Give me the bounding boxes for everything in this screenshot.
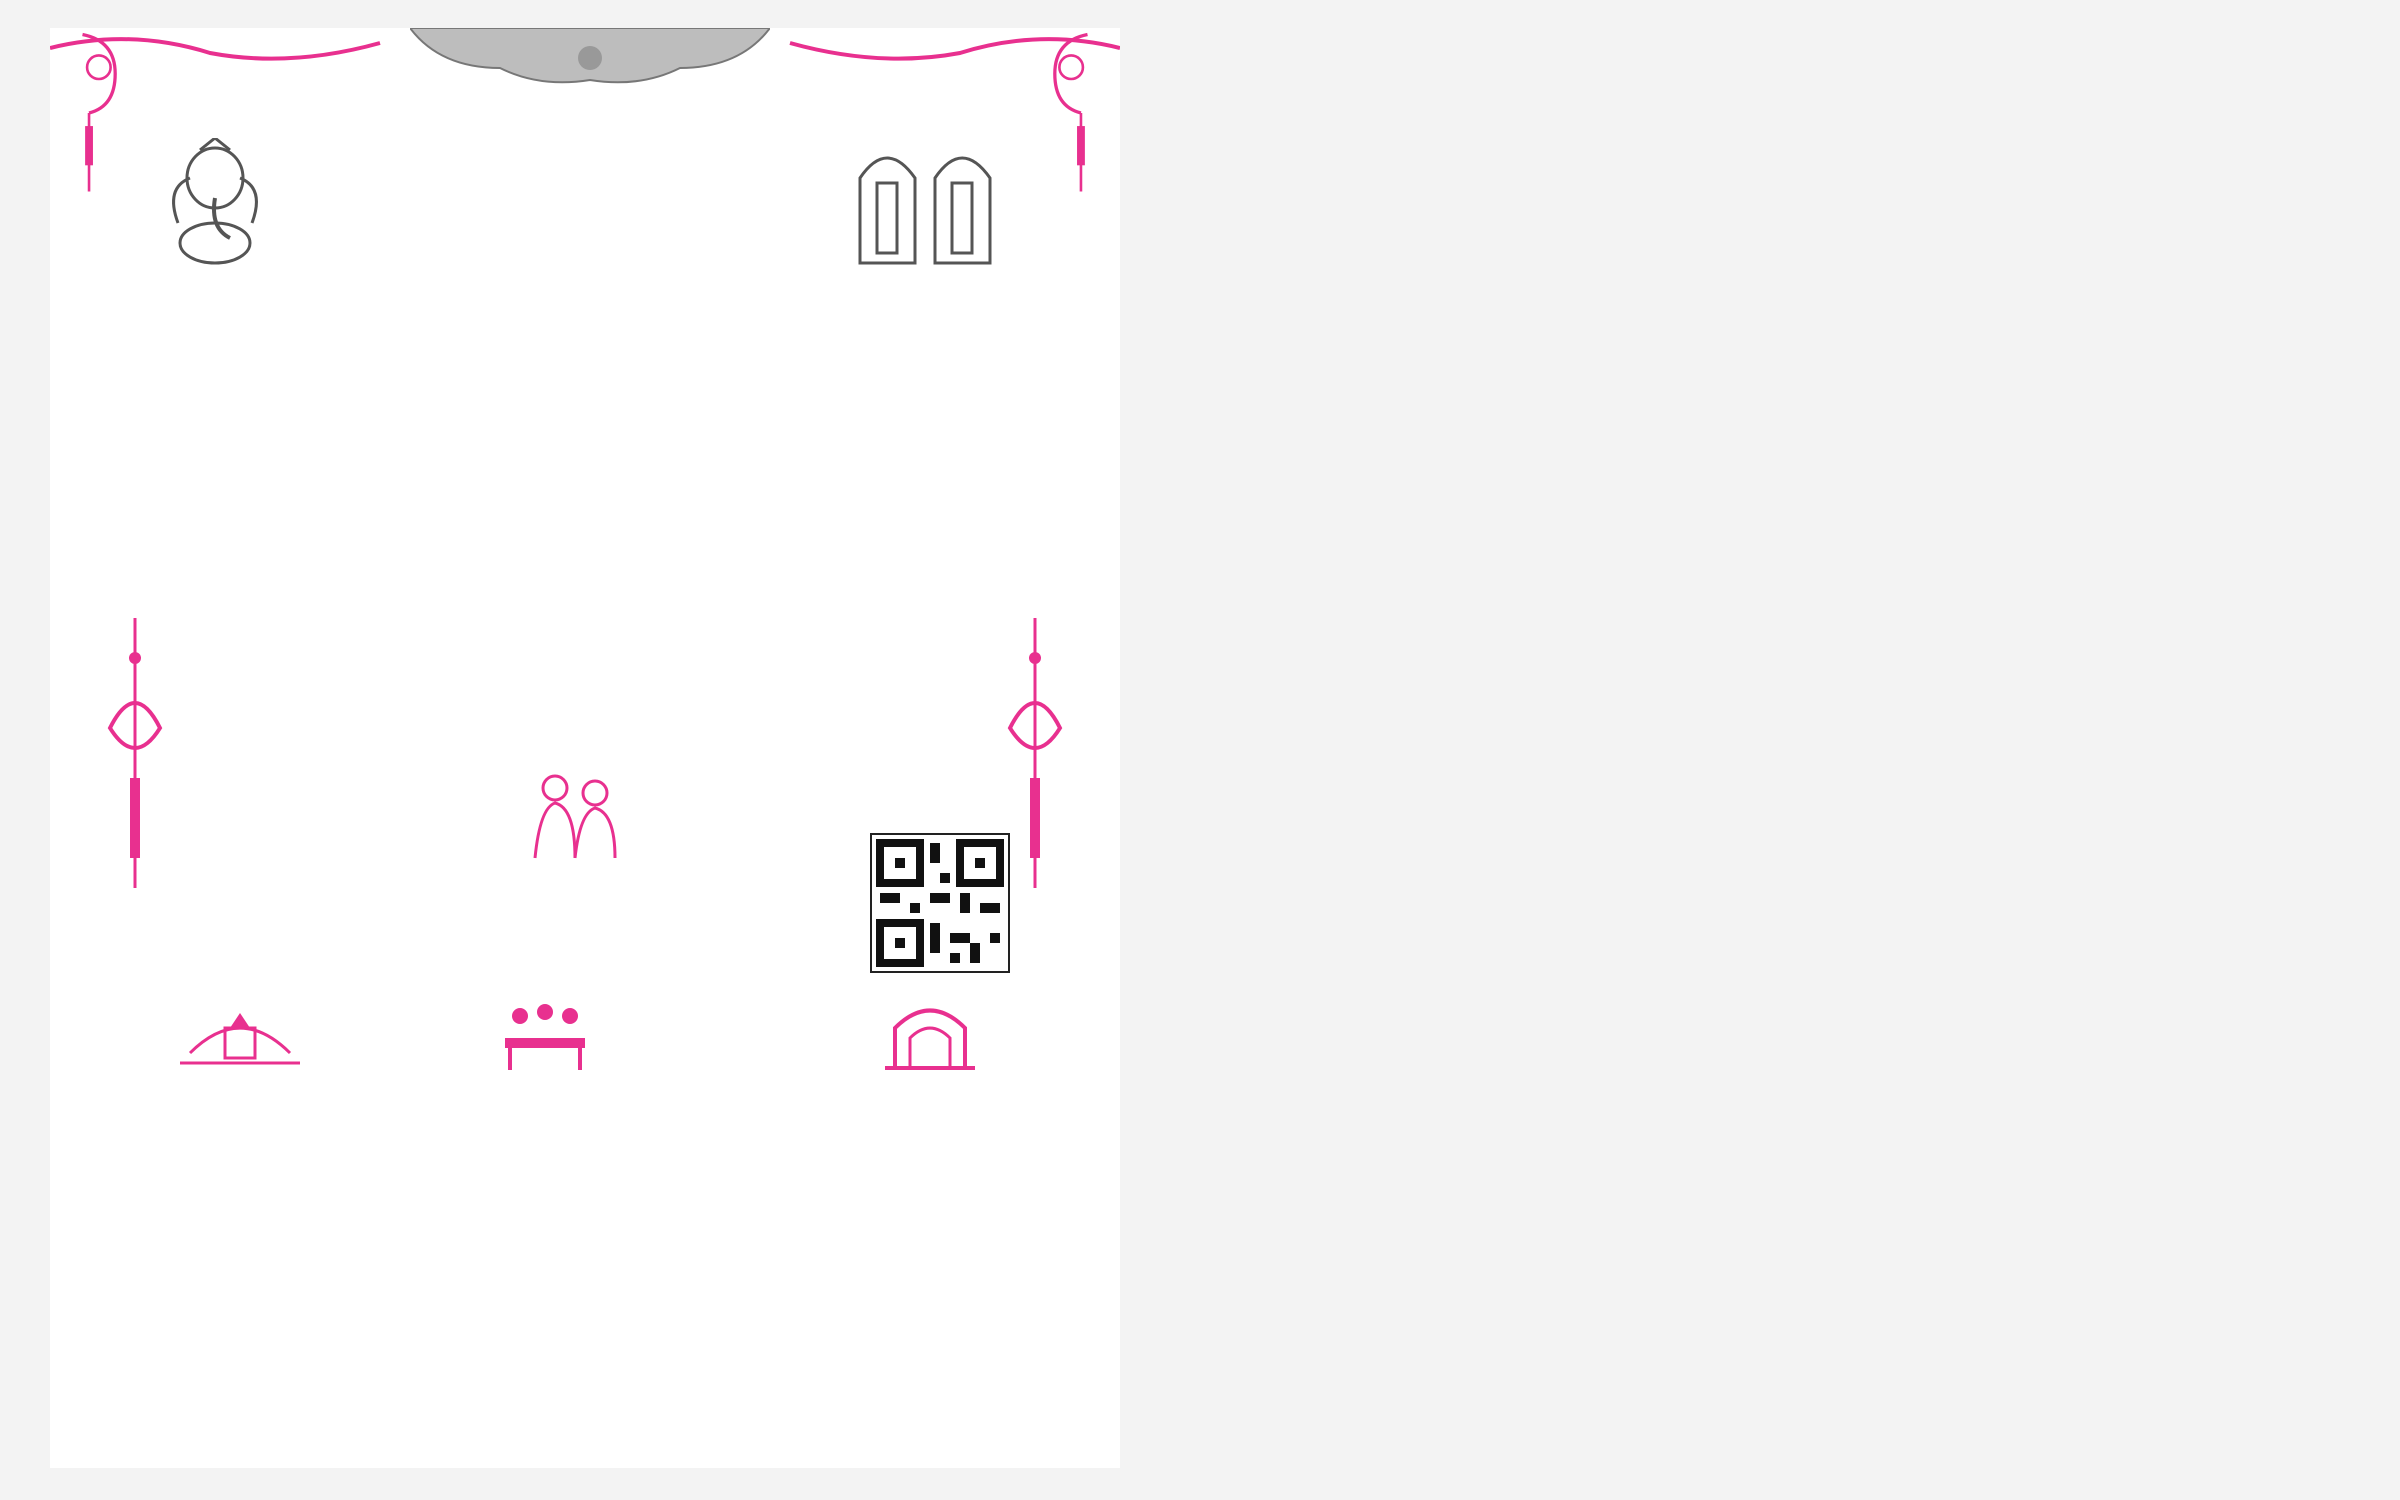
couple-icon: [520, 763, 630, 863]
palanquin-icon: [180, 993, 300, 1073]
hanging-lamp-icon: [1000, 618, 1070, 888]
qr-code-icon[interactable]: [870, 833, 1010, 973]
hanging-lamp-icon: [100, 618, 170, 888]
balaji-idols-icon: [850, 138, 1000, 268]
mandap-icon: [885, 993, 975, 1073]
english-invitation-card: [50, 28, 1120, 1468]
top-border-icon: [50, 28, 1120, 68]
dinner-table-icon: [495, 998, 595, 1073]
ganesha-icon: [160, 138, 270, 268]
